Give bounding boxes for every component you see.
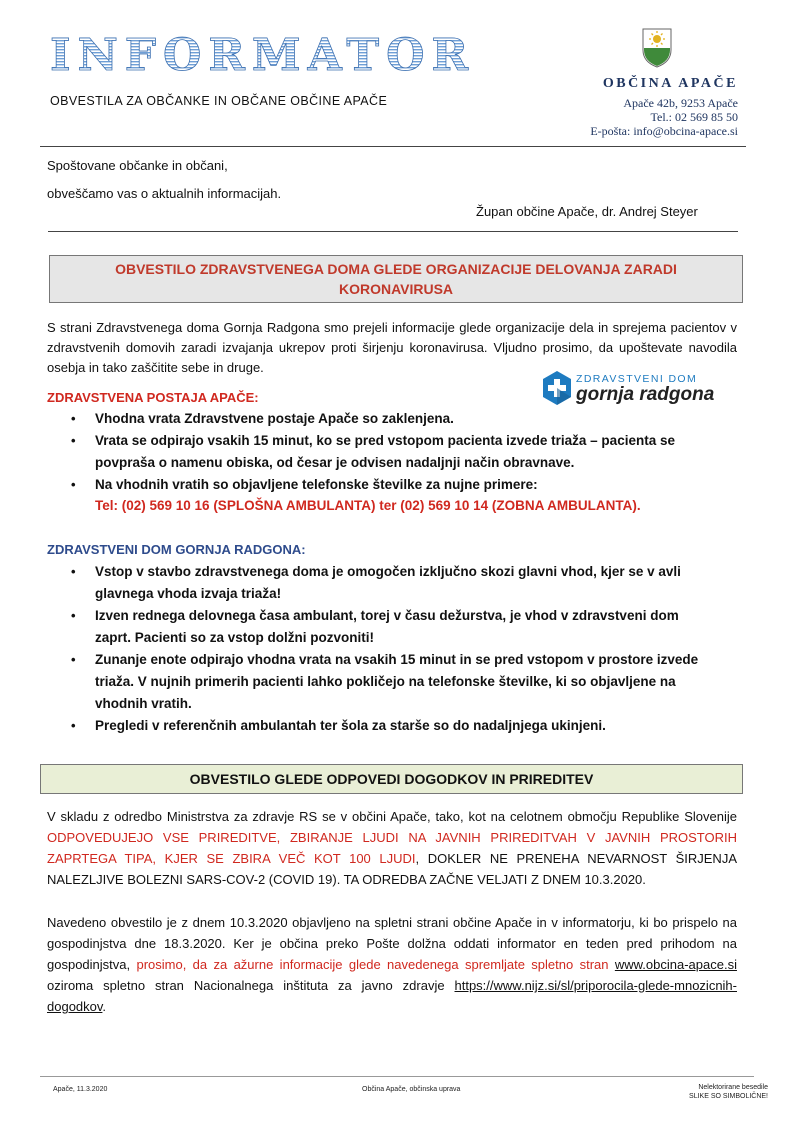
- section-health-title-box: [49, 255, 743, 303]
- municipality-email: E-pošta: info@obcina-apace.si: [590, 124, 738, 138]
- footer-note-line-2: SLIKE SO SIMBOLIČNE!: [689, 1093, 768, 1100]
- list-item: • Izven rednega delovnega časa ambulant, torej v času dežurstva, je vhod v zdravstveni dom zaprt. Pacienti so za vstop dolžni pozvoniti!: [95, 605, 715, 649]
- health-cross-icon: [541, 370, 573, 406]
- events-p1-highlight: ODPOVEDUJEJO VSE PRIREDITVE, ZBIRANJE LJUDI NA JAVNIH PRIREDITVAH V JAVNIH PROSTORIH ZAPRTEGA TIPA, KJER SE ZBIRA VEČ KOT 100 LJUDI: [47, 830, 737, 866]
- footer-note: [668, 1083, 768, 1101]
- footer-date: Apače, 11.3.2020: [53, 1086, 108, 1093]
- list-item: • Na vhodnih vratih so objavljene telefonske številke za nujne primere:: [95, 474, 725, 496]
- intro-divider: [48, 231, 738, 232]
- health-paragraph: S strani Zdravstvenega doma Gornja Radgona smo prejeli informacije glede organizacije dela in sprejema pacientov v zdravstvenih domovih zaradi izvajanja ukrepov proti širjenju koronavirusa. Vljudno prosimo, da upoštevate navodila osebja in tako zaščitite sebe in druge.: [47, 320, 737, 375]
- events-p2-highlight: prosimo, da za ažurne informacije glede navedenega spremljate spletno stran: [136, 957, 609, 972]
- footer-center: Občina Apače, občinska uprava: [362, 1086, 461, 1093]
- intro-line: obveščamo vas o aktualnih informacijah.: [47, 186, 282, 201]
- footer-divider: [40, 1076, 754, 1077]
- station-heading: ZDRAVSTVENA POSTAJA APAČE:: [47, 390, 259, 405]
- municipality-address: Apače 42b, 9253 Apače: [623, 96, 738, 110]
- events-p2-mid: oziroma spletno stran Nacionalnega inštituta za javno zdravje: [47, 978, 455, 993]
- mayor-signature: Župan občine Apače, dr. Andrej Steyer: [476, 204, 698, 219]
- dom-list: [95, 561, 715, 737]
- footer-note-line-1: Nelektorirane besedile: [698, 1084, 768, 1091]
- health-center-logo: [541, 370, 731, 410]
- list-item: • Pregledi v referenčnih ambulantah ter šola za starše so do nadaljnjega ukinjeni.: [95, 715, 715, 737]
- section-events-title-box: [40, 764, 743, 794]
- events-paragraph-1: [47, 806, 737, 890]
- events-p1-text: V skladu z odredbo Ministrstva za zdravje RS se v občini Apače, tako, kot na celotnem območju Republike Slovenije: [47, 809, 737, 824]
- greeting: Spoštovane občanke in občani,: [47, 158, 228, 173]
- station-telephones: Tel: (02) 569 10 16 (SPLOŠNA AMBULANTA) ter (02) 569 10 14 (ZOBNA AMBULANTA).: [95, 498, 641, 513]
- events-paragraph-2: [47, 912, 737, 1017]
- events-p1-text-end: , DOKLER NE PRENEHA NEVARNOST ŠIRJENJA NALEZLJIVE BOLEZNI SARS-COV-2 (COVID 19). TA ODREDBA ZAČNE VELJATI Z DNEM 10.3.2020.: [47, 851, 737, 887]
- header-divider: [40, 146, 746, 147]
- events-p2-text: Navedeno obvestilo je z dnem 10.3.2020 objavljeno na spletni strani občine Apače in v informatorju, ki bo prispelo na gospodinjstva dne 18.3.2020. Ker je občina preko Pošte dolžna oddati informator en teden pred prihodom na gospodinjstva,: [47, 915, 737, 972]
- subtitle: OBVESTILA ZA OBČANKE IN OBČANE OBČINE APAČE: [50, 94, 388, 108]
- nijz-link[interactable]: https://www.nijz.si/sl/priporocila-glede-mnozicnih-dogodkov: [47, 978, 737, 1014]
- municipality-website-link[interactable]: www.obcina-apace.si: [614, 957, 737, 972]
- logo-top-text: ZDRAVSTVENI DOM: [576, 373, 698, 385]
- section-health-title: OBVESTILO ZDRAVSTVENEGA DOMA GLEDE ORGANIZACIJE DELOVANJA ZARADI KORONAVIRUSA: [115, 261, 677, 297]
- list-item: • Vstop v stavbo zdravstvenega doma je omogočen izključno skozi glavni vhod, kjer se v avli glavnega vhoda izvaja triaža!: [95, 561, 715, 605]
- municipality-name: OBČINA APAČE: [602, 76, 738, 91]
- masthead-title: [50, 28, 500, 81]
- list-item: • Vrata se odpirajo vsakih 15 minut, ko se pred vstopom pacienta izvede triaža – pacienta se povpraša o namenu obiska, od česar je odvisen nadaljnji način obravnave.: [95, 430, 725, 474]
- logo-bottom-text: gornja radgona: [576, 384, 715, 405]
- svg-text:INFORMATOR: INFORMATOR: [50, 30, 476, 81]
- municipality-phone: Tel.: 02 569 85 50: [650, 110, 738, 124]
- events-p2-end: .: [102, 999, 107, 1014]
- coat-of-arms-icon: [642, 28, 672, 68]
- section-events-title: OBVESTILO GLEDE ODPOVEDI DOGODKOV IN PRIREDITEV: [189, 771, 594, 787]
- station-list: [95, 408, 725, 496]
- dom-heading: ZDRAVSTVENI DOM GORNJA RADGONA:: [47, 542, 306, 557]
- list-item: • Vhodna vrata Zdravstvene postaje Apače so zaklenjena.: [95, 408, 725, 430]
- list-item: • Zunanje enote odpirajo vhodna vrata na vsakih 15 minut in se pred vstopom v prostore izvede triaža. V nujnih primerih pacienti lahko pokličejo na telefonske številke, ki so objavljene na vhodnih vratih.: [95, 649, 715, 715]
